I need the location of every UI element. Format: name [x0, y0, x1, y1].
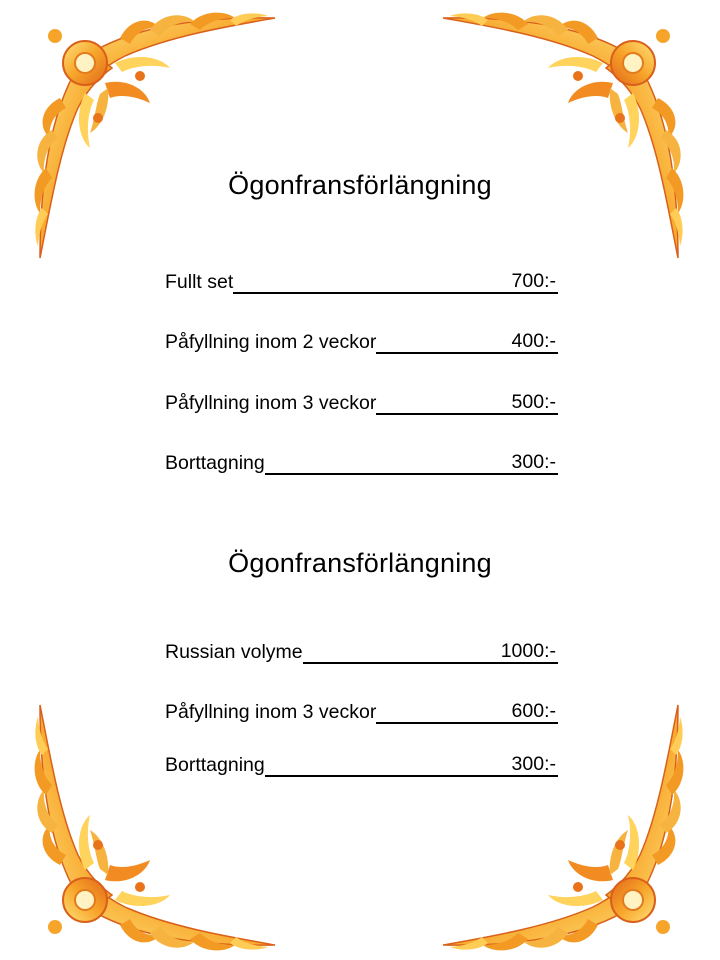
service-price: 500:- — [511, 391, 556, 413]
service-label: Borttagning — [165, 754, 265, 776]
leader-line — [265, 753, 558, 777]
ornament-corner-bottom-right — [438, 700, 688, 955]
ornament-corner-top-right — [438, 8, 688, 263]
section-title: Ögonfransförlängning — [228, 170, 492, 200]
service-label: Fullt set — [165, 271, 234, 293]
ornament-corner-top-left — [30, 8, 280, 263]
service-label: Russian volyme — [165, 641, 303, 663]
leader-line — [376, 330, 558, 354]
service-price: 400:- — [511, 330, 556, 352]
price-row — [165, 447, 558, 475]
service-label: Påfyllning inom 2 veckor — [165, 331, 377, 353]
service-price: 300:- — [511, 451, 556, 473]
service-label: Påfyllning inom 3 veckor — [165, 392, 377, 414]
price-row — [165, 326, 558, 354]
service-price: 1000:- — [500, 640, 556, 662]
service-price: 300:- — [511, 753, 556, 775]
leader-line — [265, 451, 558, 475]
leader-line — [376, 391, 558, 415]
price-row — [165, 387, 558, 415]
ornament-corner-bottom-left — [30, 700, 280, 955]
section-title: Ögonfransförlängning — [228, 548, 492, 578]
price-row — [165, 266, 558, 294]
leader-line — [303, 640, 558, 664]
service-label: Påfyllning inom 3 veckor — [165, 701, 377, 723]
service-label: Borttagning — [165, 452, 265, 474]
price-row — [165, 696, 558, 724]
leader-line — [233, 270, 558, 294]
service-price: 700:- — [511, 270, 556, 292]
leader-line — [376, 700, 558, 724]
service-price: 600:- — [511, 700, 556, 722]
price-row — [165, 749, 558, 777]
price-row — [165, 636, 558, 664]
